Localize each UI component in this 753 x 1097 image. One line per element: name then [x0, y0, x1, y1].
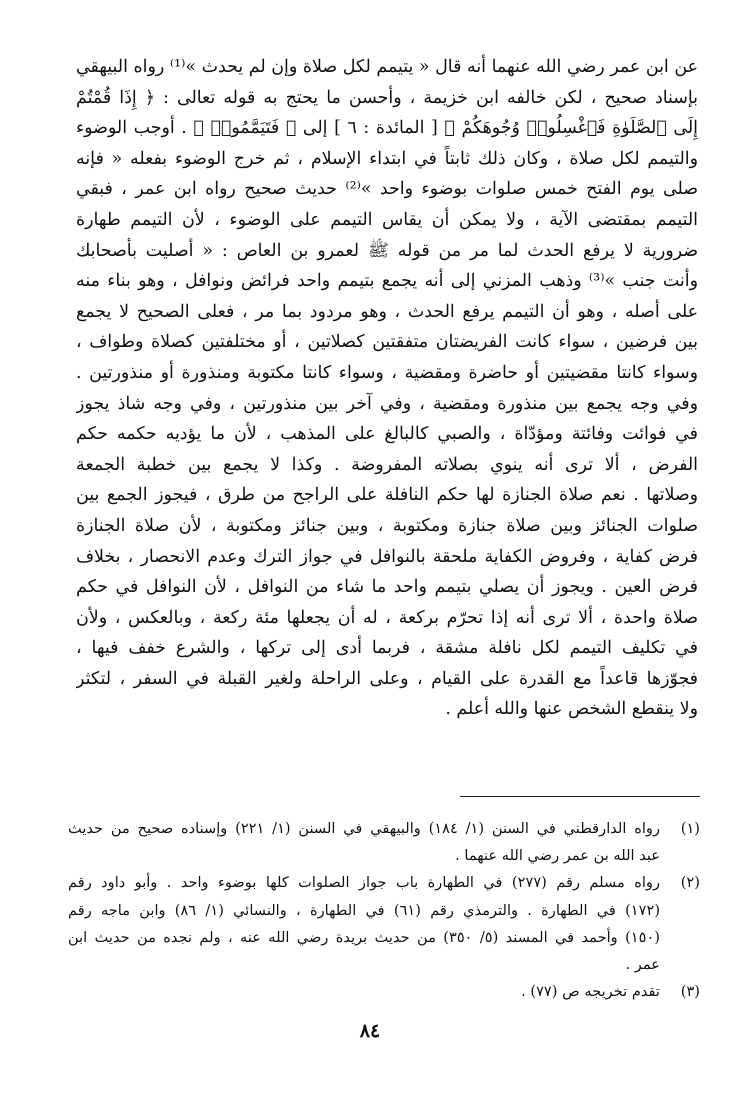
- text-line: الفرض ، ألا ترى أنه ينوي بصلاته المفروضة . وكذا لا يجمع بين خطبة الجمعة: [76, 454, 698, 475]
- footnote-line: (١٧٢) في الطهارة . والترمذي رقم (٦١) في الطهارة ، والنسائي (١/ ٨٦) وابن ماجه رقم: [68, 901, 660, 919]
- text-line: في فوائت وفائتة ومؤدّاة ، والصبي كالبالغ على المذهب ، لأن ما يؤديه حكمه حكم: [76, 424, 698, 445]
- footnote-line: رواه مسلم رقم (٢٧٧) في الطهارة باب جواز الصلوات كلها بوضوء واحد . وأبو داود رقم: [68, 874, 660, 892]
- footnote-line: (١٥٠) وأحمد في المسند (٥/ ٣٥٠) من حديث بريدة رضي الله عنه ، ولم نجده من حديث ابن: [68, 928, 660, 946]
- text-line: صلى يوم الفتح خمس صلوات بوضوء واحد »⁽²⁾ حديث صحيح رواه ابن عمر ، فبقي: [76, 179, 698, 200]
- text-line: وسواء كانتا مقضيتين أو حاضرة ومقضية ، وسواء كانتا مكتوبة ومنذورة أو منذورتين .: [76, 362, 698, 383]
- footnote-number: (٢): [680, 874, 700, 892]
- footnote-2: [68, 869, 700, 978]
- footnote-number: (٣): [680, 983, 700, 1001]
- footnote-line: عمر .: [625, 955, 660, 973]
- text-line: وصلاتها . نعم صلاة الجنازة لها حكم النافلة على الراجح من طرق ، فيجوز الجمع بين: [76, 485, 698, 506]
- text-line: على أصله ، وهو أن التيمم يرفع الحدث ، وهو مردود بما مر ، فعلى الصحيح لا يجمع: [76, 301, 698, 322]
- footnote-3: [68, 978, 700, 1005]
- text-line: بإسناد صحيح ، لكن خالفه ابن خزيمة ، وأحسن ما يحتج به قوله تعالى : ﴿ إِذَا قُمْتُمْ: [76, 87, 698, 108]
- page-number: ٨٤: [359, 1020, 381, 1042]
- text-line: بين فرضين ، سواء كانت الفريضتان متفقتين كصلاتين ، أو مختلفتين كصلاة وطواف ،: [76, 332, 698, 353]
- footnote-line: تقدم تخريجه ص (٧٧) .: [521, 983, 660, 1001]
- text-line: وأنت جنب »⁽³⁾ وذهب المزني إلى أنه يجمع بتيمم واحد فرائض ونوافل ، وهو بناء منه: [76, 271, 698, 292]
- text-line: صلوات الجنائز وبين صلاة جنازة ومكتوبة ، وبين جنائز ومكتوبة ، لأن صلاة الجنازة: [76, 515, 698, 536]
- footnote-line: عبد الله بن عمر رضي الله عنهما .: [455, 847, 660, 865]
- footnote-number: (١): [680, 820, 700, 837]
- text-line: وفي وجه يجمع بين منذورة ومقضية ، وفي آخر بين منذورتين ، وفي وجه شاذ يجوز: [76, 393, 698, 414]
- text-line: والتيمم لكل صلاة ، وكان ذلك ثابتاً في ابتداء الإسلام ، ثم خرج الوضوء بفعله « فإنه: [76, 148, 698, 169]
- main-text-block: [76, 52, 698, 725]
- text-line: فجوّزها قاعداً مع القدرة على القيام ، وعلى الراحلة ولغير القبلة في السفر ، لتكثر: [76, 668, 698, 689]
- text-line: في تكليف التيمم لكل نافلة مشقة ، فربما أدى إلى تركها ، والشرع خفف فيها ،: [76, 638, 698, 659]
- footnotes: [68, 815, 700, 1005]
- text-line: ولا ينقطع الشخص عنها والله أعلم .: [445, 699, 698, 720]
- text-line: فرض كفاية ، وفروض الكفاية ملحقة بالنوافل في جواز الترك وعدم الانحصار ، بخلاف: [76, 546, 698, 567]
- footnote-line: رواه الدارقطني في السنن (١/ ١٨٤) والبيهقي في السنن (١/ ٢٢١) وإسناده صحيح من حديث: [68, 820, 660, 837]
- text-line: إِلَى ٱلصَّلَوٰةِ فَٱغْسِلُوا۟ وُجُوهَكُمْ ﴾ [ المائدة : ٦ ] إلى ﴿ فَتَيَمَّمُوا۟ ﴾ . أوجب الوضوء: [76, 118, 698, 139]
- footnote-divider: [460, 796, 700, 797]
- text-line: التيمم بمقتضى الآية ، ولا يمكن أن يقاس التيمم على الوضوء ، لأن التيمم طهارة: [76, 209, 698, 230]
- text-line: ضرورية لا يرفع الحدث لما مر من قوله ﷺ لعمرو بن العاص : « أصليت بأصحابك: [76, 240, 698, 261]
- text-line: فرض العين . ويجوز أن يصلي بتيمم واحد ما شاء من النوافل ، لأن النوافل في حكم: [76, 577, 698, 598]
- footnote-1: [68, 815, 700, 869]
- text-line: عن ابن عمر رضي الله عنهما أنه قال « يتيمم لكل صلاة وإن لم يحدث »⁽¹⁾ رواه البيهقي: [76, 57, 698, 77]
- text-line: صلاة واحدة ، ألا ترى أنه إذا تحرّم بركعة ، له أن يجعلها مئة ركعة ، وبالعكس ، ولأن: [76, 607, 698, 628]
